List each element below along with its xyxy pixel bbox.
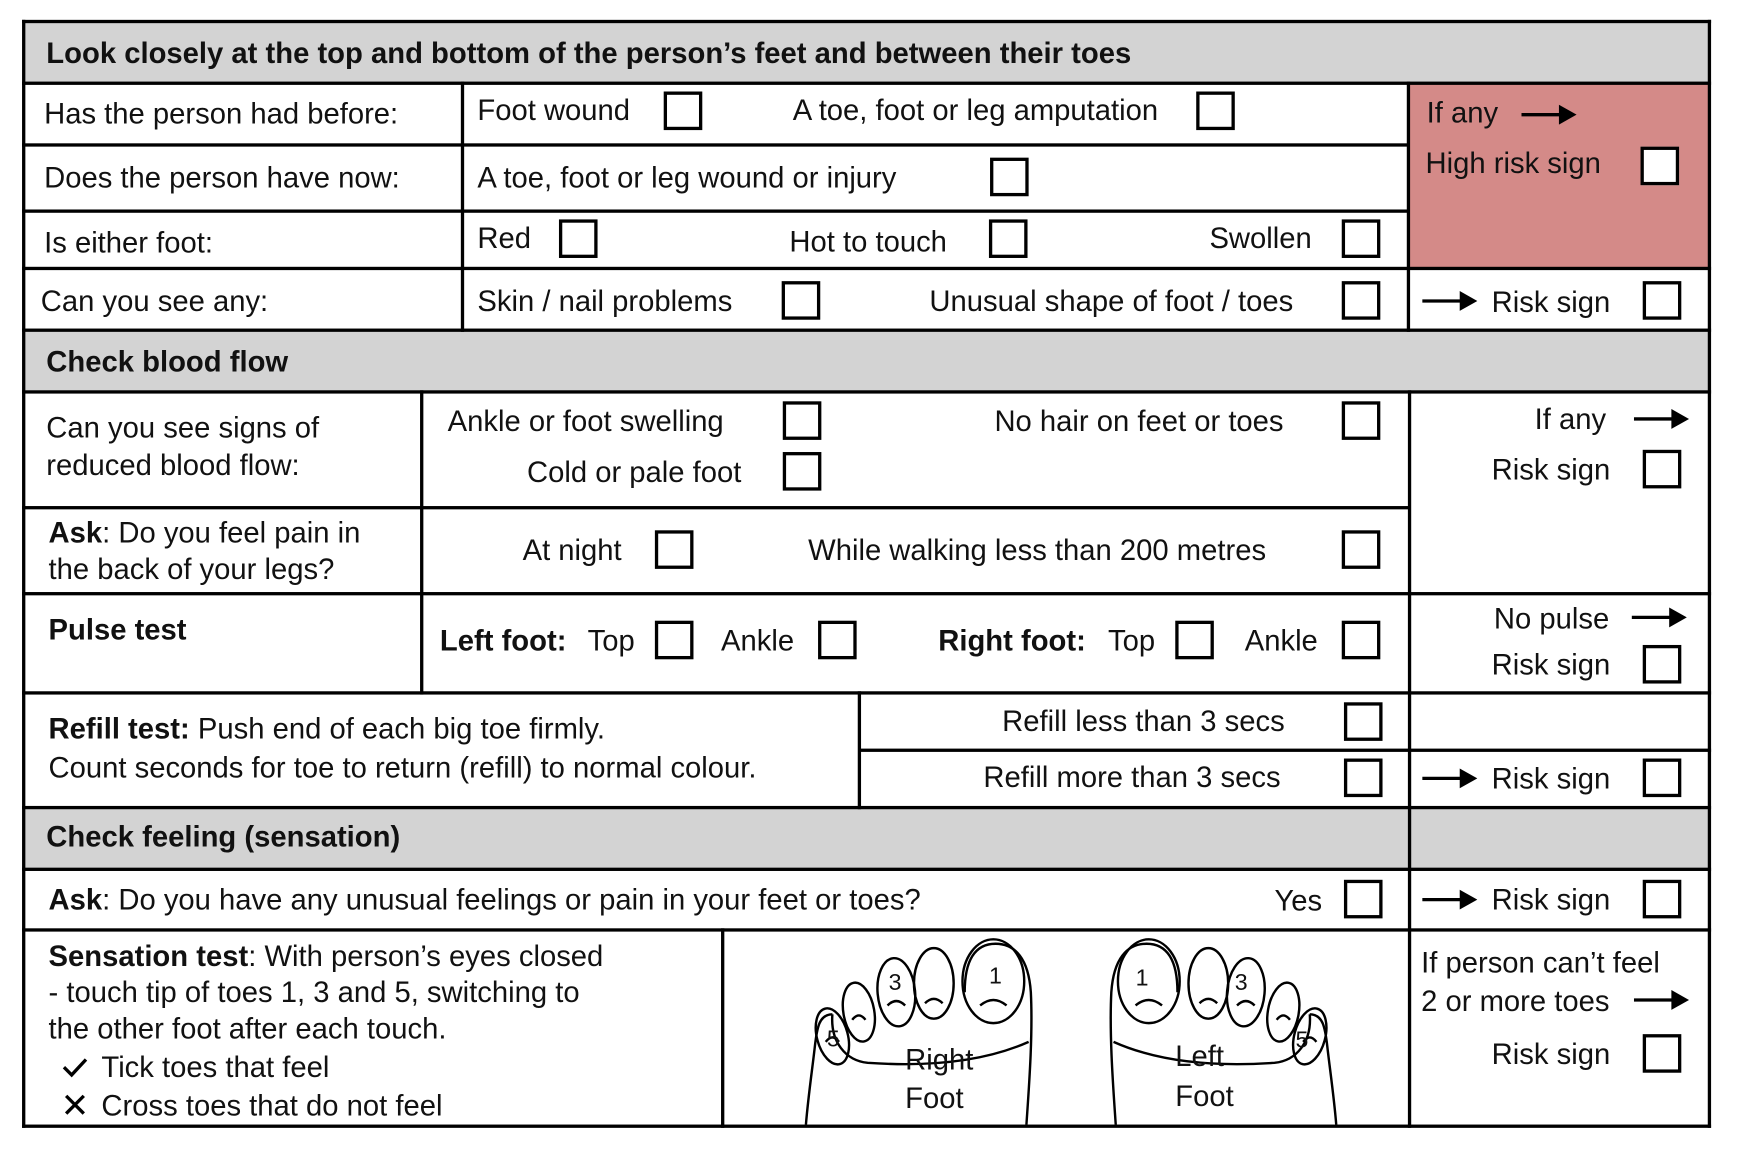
swollen-checkbox[interactable] bbox=[1342, 219, 1381, 258]
cold-pale-checkbox[interactable] bbox=[783, 452, 822, 491]
risk-sign-label: Risk sign bbox=[1491, 883, 1611, 917]
right-foot-label-2: Foot bbox=[905, 1081, 964, 1115]
foot-wound-checkbox[interactable] bbox=[664, 92, 703, 131]
ankle-swelling-label: Ankle or foot swelling bbox=[447, 404, 724, 438]
right-foot-label: Right foot: bbox=[938, 624, 1086, 658]
arrow-right-icon bbox=[1422, 289, 1477, 313]
arrow-right-icon bbox=[1422, 766, 1477, 790]
arrow-right-icon bbox=[1634, 407, 1689, 431]
amputation-label: A toe, foot or leg amputation bbox=[792, 93, 1159, 127]
yes-checkbox[interactable] bbox=[1344, 880, 1383, 919]
cold-pale-label: Cold or pale foot bbox=[526, 455, 742, 489]
amputation-checkbox[interactable] bbox=[1196, 92, 1235, 131]
refill-more-checkbox[interactable] bbox=[1344, 759, 1383, 798]
pain-legs-label-2: the back of your legs? bbox=[48, 552, 335, 586]
refill-less-label: Refill less than 3 secs bbox=[1002, 704, 1285, 738]
refill-test-line-1: Refill test: Push end of each big toe firmly. bbox=[48, 712, 605, 746]
right-toe-3-number: 3 bbox=[888, 970, 902, 996]
risk-sign-label: Risk sign bbox=[1491, 453, 1611, 487]
left-toe-1-number: 1 bbox=[1135, 965, 1149, 992]
right-top-label: Top bbox=[1108, 624, 1156, 658]
risk-sign-label: Risk sign bbox=[1491, 648, 1611, 682]
see-any-label: Can you see any: bbox=[40, 284, 269, 318]
if-any-label: If any bbox=[1534, 402, 1607, 436]
risk-sign-checkbox-refill[interactable] bbox=[1643, 759, 1682, 798]
either-foot-label: Is either foot: bbox=[44, 226, 214, 260]
risk-sign-label: Risk sign bbox=[1491, 1037, 1611, 1071]
risk-sign-checkbox-feel[interactable] bbox=[1643, 880, 1682, 919]
no-hair-checkbox[interactable] bbox=[1342, 401, 1381, 440]
arrow-right-icon bbox=[1632, 605, 1687, 629]
hot-label: Hot to touch bbox=[789, 224, 947, 258]
section-title-blood: Check blood flow bbox=[46, 345, 289, 379]
section-title-feeling: Check feeling (sensation) bbox=[46, 820, 401, 854]
left-foot-label-1: Left bbox=[1175, 1039, 1224, 1073]
risk-sign-label: Risk sign bbox=[1491, 285, 1611, 319]
wound-injury-checkbox[interactable] bbox=[990, 158, 1029, 197]
ankle-swelling-checkbox[interactable] bbox=[783, 401, 822, 440]
left-foot-label: Left foot: bbox=[439, 624, 567, 658]
refill-less-checkbox[interactable] bbox=[1344, 702, 1383, 741]
risk-sign-label: Risk sign bbox=[1491, 761, 1611, 795]
section-title-look: Look closely at the top and bottom of the person’s feet and between their toes bbox=[46, 36, 1132, 70]
walking-checkbox[interactable] bbox=[1342, 530, 1381, 569]
risk-sign-checkbox-see-any[interactable] bbox=[1643, 281, 1682, 320]
sensation-line-2: - touch tip of toes 1, 3 and 5, switching to bbox=[48, 975, 580, 1009]
risk-sign-checkbox-blood[interactable] bbox=[1643, 450, 1682, 489]
unusual-shape-checkbox[interactable] bbox=[1342, 281, 1381, 320]
refill-more-label: Refill more than 3 secs bbox=[983, 760, 1281, 794]
high-risk-checkbox[interactable] bbox=[1641, 147, 1680, 186]
left-ankle-label: Ankle bbox=[721, 624, 795, 658]
right-foot-label-1: Right bbox=[905, 1042, 974, 1077]
reduced-flow-label-1: Can you see signs of bbox=[46, 411, 320, 445]
left-ankle-checkbox[interactable] bbox=[818, 621, 857, 660]
pulse-test-label: Pulse test bbox=[48, 612, 187, 647]
right-toe-1-number: 1 bbox=[988, 963, 1002, 989]
red-label: Red bbox=[477, 221, 531, 255]
left-foot-label-2: Foot bbox=[1175, 1079, 1234, 1113]
at-night-checkbox[interactable] bbox=[655, 530, 694, 569]
right-top-checkbox[interactable] bbox=[1175, 621, 1214, 660]
left-toe-5-number: 5 bbox=[1295, 1027, 1309, 1053]
risk-sign-checkbox-sensation[interactable] bbox=[1643, 1034, 1682, 1073]
left-toe-3-number: 3 bbox=[1234, 970, 1248, 996]
tick-legend: Tick toes that feel bbox=[101, 1050, 330, 1084]
high-risk-label: High risk sign bbox=[1425, 146, 1601, 180]
left-top-label: Top bbox=[587, 624, 635, 658]
cant-feel-line-2: 2 or more toes bbox=[1421, 984, 1610, 1018]
walking-label: While walking less than 200 metres bbox=[808, 533, 1267, 567]
cross-legend: Cross toes that do not feel bbox=[101, 1089, 443, 1123]
have-now-label: Does the person have now: bbox=[44, 160, 400, 195]
arrow-right-icon bbox=[1422, 888, 1477, 912]
no-hair-label: No hair on feet or toes bbox=[994, 404, 1284, 438]
reduced-flow-label-2: reduced blood flow: bbox=[46, 448, 300, 482]
yes-label: Yes bbox=[1274, 884, 1323, 918]
red-checkbox[interactable] bbox=[559, 219, 598, 258]
had-before-label: Has the person had before: bbox=[44, 97, 399, 131]
arrow-right-icon bbox=[1634, 988, 1689, 1012]
swollen-label: Swollen bbox=[1209, 221, 1312, 255]
unusual-feelings-question: Ask: Do you have any unusual feelings or pain in your feet or toes? bbox=[48, 883, 921, 917]
at-night-label: At night bbox=[522, 533, 622, 567]
sensation-line-3: the other foot after each touch. bbox=[48, 1012, 447, 1046]
right-toe-5-number: 5 bbox=[826, 1026, 840, 1052]
left-top-checkbox[interactable] bbox=[655, 621, 694, 660]
unusual-shape-label: Unusual shape of foot / toes bbox=[929, 284, 1294, 318]
no-pulse-label: No pulse bbox=[1493, 601, 1610, 636]
tick-icon bbox=[62, 1056, 88, 1078]
sensation-line-1: Sensation test: With person’s eyes closed bbox=[48, 939, 604, 973]
cant-feel-line-1: If person can’t feel bbox=[1421, 945, 1660, 980]
skin-nail-checkbox[interactable] bbox=[782, 281, 821, 320]
refill-test-line-2: Count seconds for toe to return (refill) to normal colour. bbox=[48, 750, 757, 784]
pain-legs-label-1: Ask: Do you feel pain in bbox=[48, 515, 361, 550]
cross-icon bbox=[64, 1094, 86, 1116]
if-any-label: If any bbox=[1426, 95, 1499, 129]
hot-checkbox[interactable] bbox=[989, 219, 1028, 258]
right-ankle-checkbox[interactable] bbox=[1342, 621, 1381, 660]
skin-nail-label: Skin / nail problems bbox=[477, 284, 733, 318]
arrow-right-icon bbox=[1521, 103, 1576, 127]
risk-sign-checkbox-pulse[interactable] bbox=[1643, 645, 1682, 684]
wound-injury-label: A toe, foot or leg wound or injury bbox=[477, 160, 897, 195]
foot-wound-label: Foot wound bbox=[477, 93, 631, 127]
right-ankle-label: Ankle bbox=[1244, 624, 1318, 658]
